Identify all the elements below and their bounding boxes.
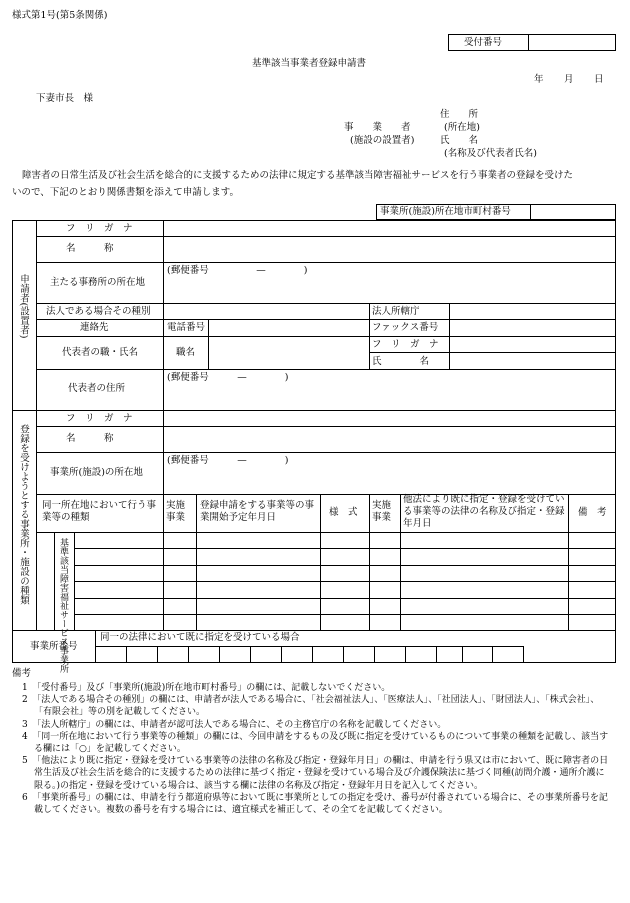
- reception-label: 受付番号: [464, 37, 503, 48]
- col-implemented-2: 実施事業: [372, 500, 392, 523]
- corp-type-label: 法人である場合その種別: [46, 306, 151, 317]
- office-furigana-label: フ リ ガ ナ: [66, 413, 133, 424]
- col-form: 様 式: [329, 507, 358, 518]
- note-item: 1 「受付番号」及び「事業所(施設)所在地市町村番号」の欄には、記載しないでください。: [22, 683, 391, 693]
- phone-label: 電話番号: [167, 322, 206, 333]
- registration-side-label: 登録を受けようとする事業所・施設の種類: [18, 424, 29, 605]
- rep-title-name-label: 代表者の職・氏名: [62, 347, 139, 358]
- furigana-label: フ リ ガ ナ: [66, 223, 133, 234]
- note-item: 5 「他法により既に指定・登録を受けている事業等の法律の名称及び指定・登録年月日」の欄は、申請を行う県又は市において、既に障害者の日常生活及び社会生活を総合的に支援するための法律に基づく指定・登録を受けている場合及び介護保険法に基づく同種(訪問介護・通所介護に限る。)の指定・登録を受けている場合は、該当する欄に法律の名称及び指定・登録年月日を記入してください。: [22, 756, 609, 791]
- applicant-side-label: 申請者(設置者): [18, 274, 29, 339]
- note-item: 4 「同一所在地において行う事業等の種類」の欄には、今回申請をするもの及び既に指定を受けているものについて事業の種類を記載し、該当する欄には「○」を記載してください。: [22, 731, 609, 755]
- office-location-label: 事業所(施設)の所在地: [50, 467, 143, 478]
- date-year: 年: [534, 74, 544, 85]
- corp-authority-label: 法人所轄庁: [372, 306, 420, 317]
- page-title: 基準該当事業者登録申請書: [252, 58, 367, 69]
- rep-address-label: 代表者の住所: [68, 383, 126, 394]
- main-office-postal: (郵便番号 — ): [167, 265, 308, 276]
- city-code-label: 事業所(施設)所在地市町村番号: [380, 206, 511, 217]
- col-other-law: 他法により既に指定・登録を受けている事業等の法律の名称及び指定・登録年月日: [403, 494, 565, 529]
- name-label: 名 称: [66, 243, 114, 254]
- note-item: 3 「法人所轄庁」の欄には、申請者が認可法人である場合に、その主務官庁の名称を記載してください。: [22, 719, 447, 730]
- notes-list: [12, 682, 612, 816]
- col-same-location: 同一所在地において行う事業等の種類: [42, 500, 157, 523]
- rep-name-label: 氏 名: [372, 356, 430, 367]
- main-office-label: 主たる事務所の所在地: [50, 277, 146, 288]
- city-code-input[interactable]: [532, 205, 614, 218]
- col-start-date: 登録申請をする事業等の事業開始予定年月日: [200, 500, 315, 523]
- col-implemented: 実施事業: [166, 500, 186, 523]
- applicant-address-label: 住 所: [440, 109, 479, 120]
- date-day: 日: [594, 74, 604, 85]
- intro-line-2: いので、下記のとおり関係書類を添えて申請します。: [12, 187, 240, 198]
- note-item: 2 「法人である場合その種別」の欄には、申請者が法人である場合に、「社会福祉法人」、「医療法人」、「社団法人」、「財団法人」、「株式会社」、「有限会社」等の別を記載してください。: [22, 695, 600, 718]
- operator-label: 事 業 者: [344, 122, 411, 133]
- note-item: 6 「事業所番号」の欄には、申請を行う都道府県等において既に事業所としての指定を受け、番号が付番されている場合に、その事業所番号を記載してください。複数の番号を有する場合には、適宜様式を補正して、その全てを記載してください。: [22, 792, 608, 816]
- intro-line-1: 障害者の日常生活及び社会生活を総合的に支援するための法律に規定する基準該当障害福祉サービスを行う事業者の登録を受けた: [22, 170, 574, 181]
- office-number-label: 事業所番号: [30, 641, 78, 652]
- fax-label: ファックス番号: [372, 322, 439, 333]
- facility-setter-label: (施設の設置者): [350, 135, 415, 146]
- service-label: 基準該当障害福祉サービス事業所: [58, 538, 68, 673]
- office-name-label: 名 称: [66, 433, 114, 444]
- position-label: 職名: [176, 347, 196, 358]
- addressee: 下妻市長 様: [36, 93, 94, 104]
- notes-title: 備考: [12, 668, 32, 679]
- location-label: (所在地): [444, 122, 480, 133]
- applicant-name-note: (名称及び代表者氏名): [444, 148, 537, 159]
- contact-label: 連絡先: [80, 322, 109, 333]
- rep-furigana-label: フ リ ガ ナ: [372, 339, 439, 350]
- furigana-input[interactable]: [166, 222, 612, 235]
- rep-address-postal: (郵便番号 — ): [167, 372, 289, 383]
- office-number-note: 同一の法律において既に指定を受けている場合: [100, 632, 300, 643]
- date-month: 月: [564, 74, 574, 85]
- col-remarks: 備 考: [578, 507, 607, 518]
- name-input[interactable]: [166, 240, 612, 258]
- applicant-name-label: 氏 名: [440, 135, 479, 146]
- form-number: 様式第1号(第5条関係): [12, 10, 108, 21]
- office-postal: (郵便番号 — ): [167, 455, 289, 466]
